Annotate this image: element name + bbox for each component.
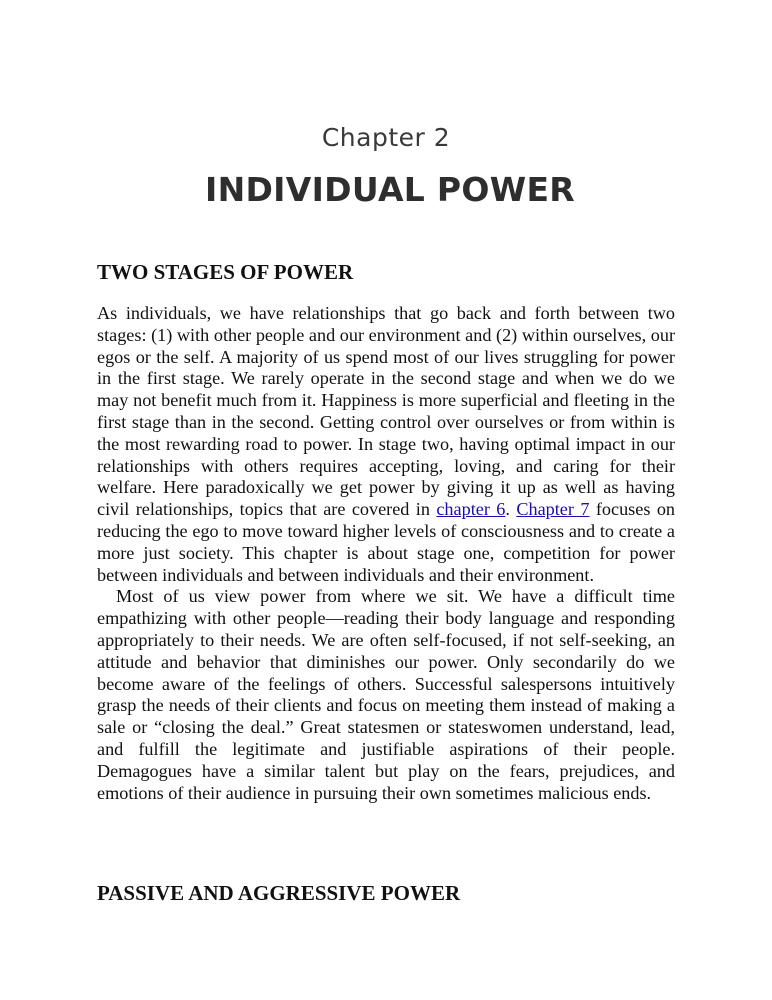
section-heading-two-stages: TWO STAGES OF POWER bbox=[97, 260, 354, 284]
chapter-label: Chapter 2 bbox=[321, 123, 451, 152]
chapter-7-link[interactable]: Chapter 7 bbox=[516, 499, 590, 520]
chapter-6-link[interactable]: chapter 6 bbox=[436, 499, 506, 520]
paragraph bbox=[97, 303, 675, 586]
paragraph-text: focuses on reducing the ego to move toward higher levels of consciousness and to create a more just society. This chapter is about stage one, competition for power between individuals and between individuals and their environment. bbox=[97, 499, 676, 585]
section-heading-passive-aggressive: PASSIVE AND AGGRESSIVE POWER bbox=[97, 881, 461, 905]
section-body bbox=[97, 303, 675, 804]
paragraph-text: As individuals, we have relationships that go back and forth between two stages: (1) with other people and our environment and (2) within ourselves, our egos or the self. A majority of us spend most of our lives struggling for power in the first stage. We rarely operate in the second stage and when we do we may not benefit much from it. Happiness is more superficial and fleeting in the first stage than in the second. Getting control over ourselves or from within is the most rewarding road to power. In stage two, having optimal impact in our relationships with others requires accepting, loving, and caring for their welfare. Here paradoxically we get power by giving it up as well as having civil relationships, topics that are covered in bbox=[97, 303, 675, 520]
chapter-title: INDIVIDUAL POWER bbox=[204, 170, 575, 209]
paragraph-text: . bbox=[505, 499, 517, 520]
paragraph: Most of us view power from where we sit. We have a difficult time empathizing with other people—reading their body language and responding appropriately to their needs. We are often self-focused, if not self-seeking, an attitude and behavior that diminishes our power. Only secondarily do we become aware of the feelings of others. Successful salespersons intuitively grasp the needs of their clients and focus on meeting them instead of making a sale or “closing the deal.” Great statesmen or stateswomen understand, lead, and fulfill the legitimate and justifiable aspirations of their people. Demagogues have a similar talent but play on the fears, prejudices, and emotions of their audience in pursuing their own sometimes malicious ends. bbox=[97, 586, 675, 803]
